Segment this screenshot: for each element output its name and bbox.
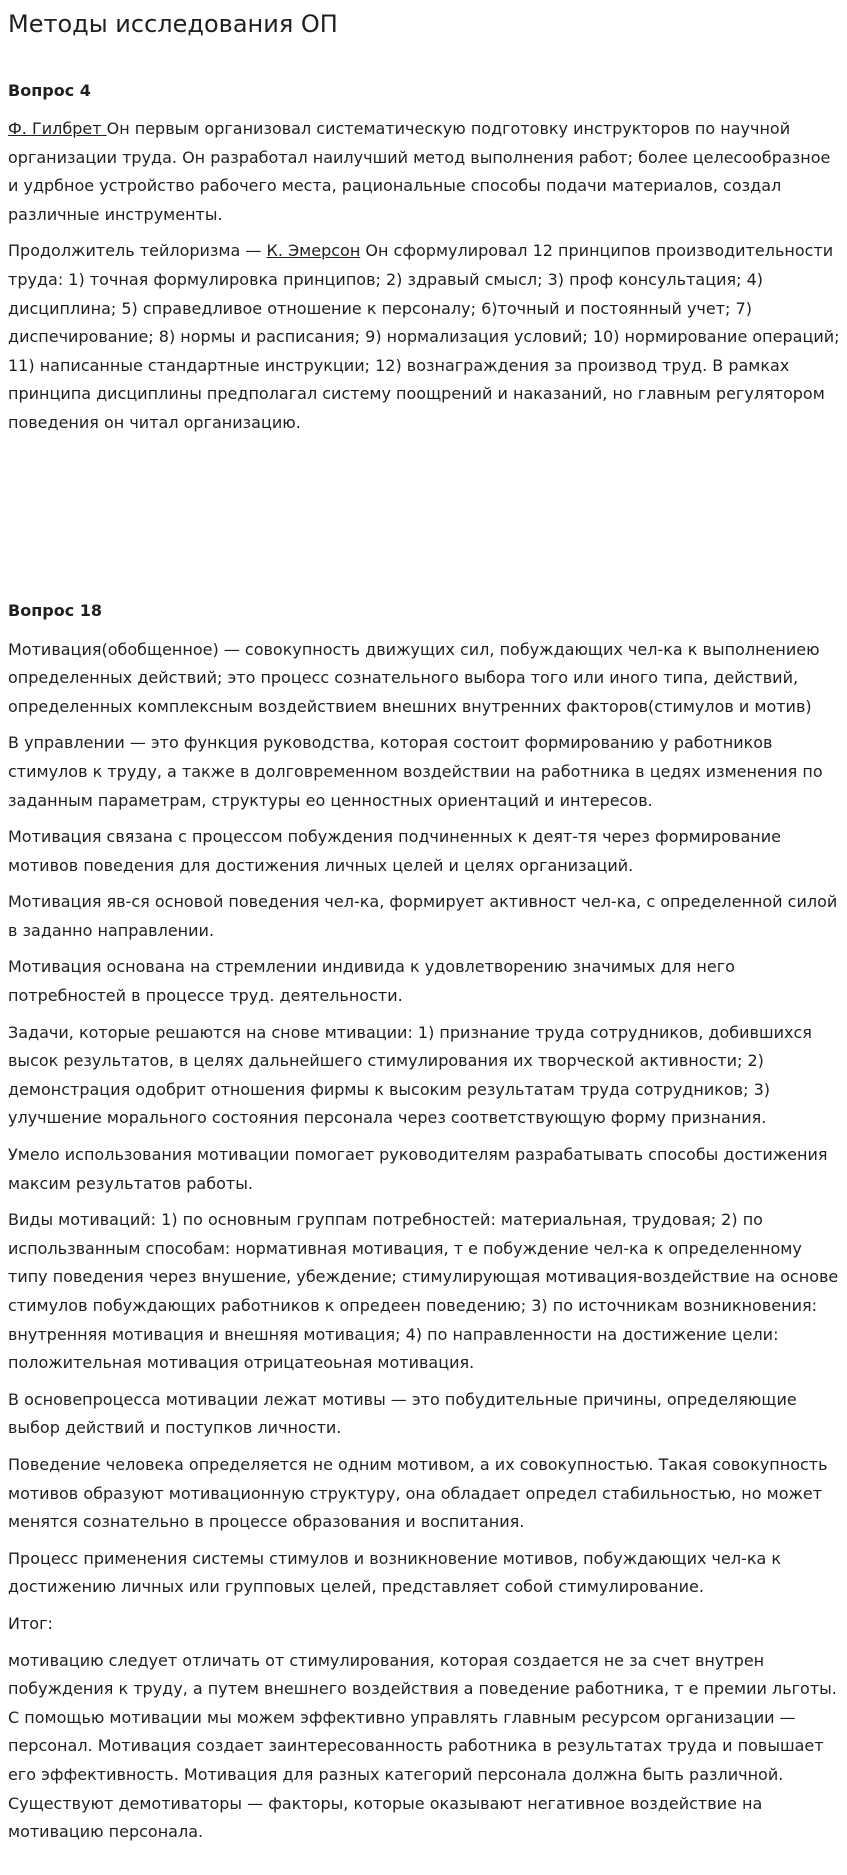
link-emerson[interactable]: К. Эмерсон [266,241,361,261]
paragraph: Мотивация яв-ся основой поведения чел-ка, формирует активност чел-ка, с определенной силой в заданно направлении. [8,892,838,940]
paragraph: Поведение человека определяется не одним мотивом, а их совокупностью. Такая совокупность мотивов образуют мотивационную структуру, она обладает определ стабильностью, но может менятся сознательно в процессе образования и воспитания. [8,1454,828,1532]
paragraph: Умело использования мотивации помогает руководителям разрабатывать способы достижения максим результатов работы. [8,1145,828,1193]
paragraph: Виды мотиваций: 1) по основным группам потребностей: материальная, трудовая; 2) по использванным способам: нормативная мотивация, т е побуждение чел-ка к определенному типу поведения через внушение, убеждение; стимулирующая мотивация-воздействие на основе стимулов побуждающих работников к опредеен поведению; 3) по источникам возникновения: внутренняя мотивация и внешняя мотивация; 4) по направленности на достижение цели: положительная мотивация отрицатеоьная мотивация. [8,1210,839,1373]
paragraph: Мотивация связана с процессом побуждения подчиненных к деят-тя через формирование мотивов поведения для достижения личных целей и целях организаций. [8,827,781,875]
paragraph: мотивацию следует отличать от стимулирования, которая создается не за счет внутрен побуждения к труду, а путем внешнего воздействия а поведение работника, т е премии льготы. С помощью мотивации мы можем эффективно управлять главным ресурсом организации — персонал. Мотивация создает заинтересованность работника в результатах труда и повышает его эффективность. Мотивация для разных категорий персонала должна быть различной. Существуют демотиваторы — факторы, которые оказывают негативное воздействие на мотивацию персонала. [8,1650,837,1842]
summary-label: Итог: [8,1613,53,1633]
paragraph: В управлении — это функция руководства, которая состоит формированию у работников стимулов к труду, а также в долговременном воздействии на работника в цедях изменения по заданным параметрам, структуры ео ценностных ориентаций и интересов. [8,733,823,810]
paragraph-gilbreth [8,115,840,229]
link-gilbreth[interactable]: Ф. Гилбрет [8,119,107,138]
section-heading-q4: Вопрос 4 [8,81,91,100]
paragraph-text: Он сформулировал 12 принципов производительности труда: 1) точная формулировка принципов; 2) здравый смысл; 3) проф консультация; 4) дисциплина; 5) справедливое отношение к персоналу; 6)точный и постоянный учет; 7) диспечирование; 8) нормы и расписания; 9) нормализация условий; 10) нормирование операций; 11) написанные стандартные инструкции; 12) вознаграждения за производ труд. В рамках принципа дисциплины предполагал систему поощрений и наказаний, но главным регулятором поведения он читал организацию. [8,241,840,432]
paragraph: Мотивация(обобщенное) — совокупность движущих сил, побуждающих чел-ка к выполнениею определенных действий; это процесс сознательного выбора того или иного типа, действий, определенных комплексным воздействием внешних внутренних факторов(стимулов и мотив) [8,639,820,716]
paragraph-text: Он первым организовал систематическую подготовку инструкторов по научной организации труда. Он разработал наилучший метод выполнения работ; более целесообразное и удрбное устройство рабочего места, рациональные способы подачи материалов, создал различные инструменты. [8,119,831,224]
paragraph: Процесс применения системы стимулов и возникновение мотивов, побуждающих чел-ка к достижению личных или групповых целей, представляет собой стимулирование. [8,1548,782,1597]
paragraph: В основепроцесса мотивации лежат мотивы — это побудительные причины, определяющие выбор действий и поступков личности. [8,1389,797,1438]
page-title: Методы исследования ОП [8,10,338,38]
paragraph-text: Продолжитель тейлоризма — [8,241,267,261]
paragraph-emerson [8,237,840,437]
paragraph: Задачи, которые решаются на снове мтивации: 1) признание труда сотрудников, добившихся высок результатов, в целях дальнейшего стимулирования их творческой активности; 2) демонстрация одобрит отношения фирмы к высоким результатам труда сотрудников; 3) улучшение морального состояния персонала через соответствующую форму признания. [8,1022,812,1128]
paragraph: Мотивация основана на стремлении индивида к удовлетворению значимых для него потребностей в процессе труд. деятельности. [8,957,735,1006]
section-heading-q18: Вопрос 18 [8,600,103,620]
